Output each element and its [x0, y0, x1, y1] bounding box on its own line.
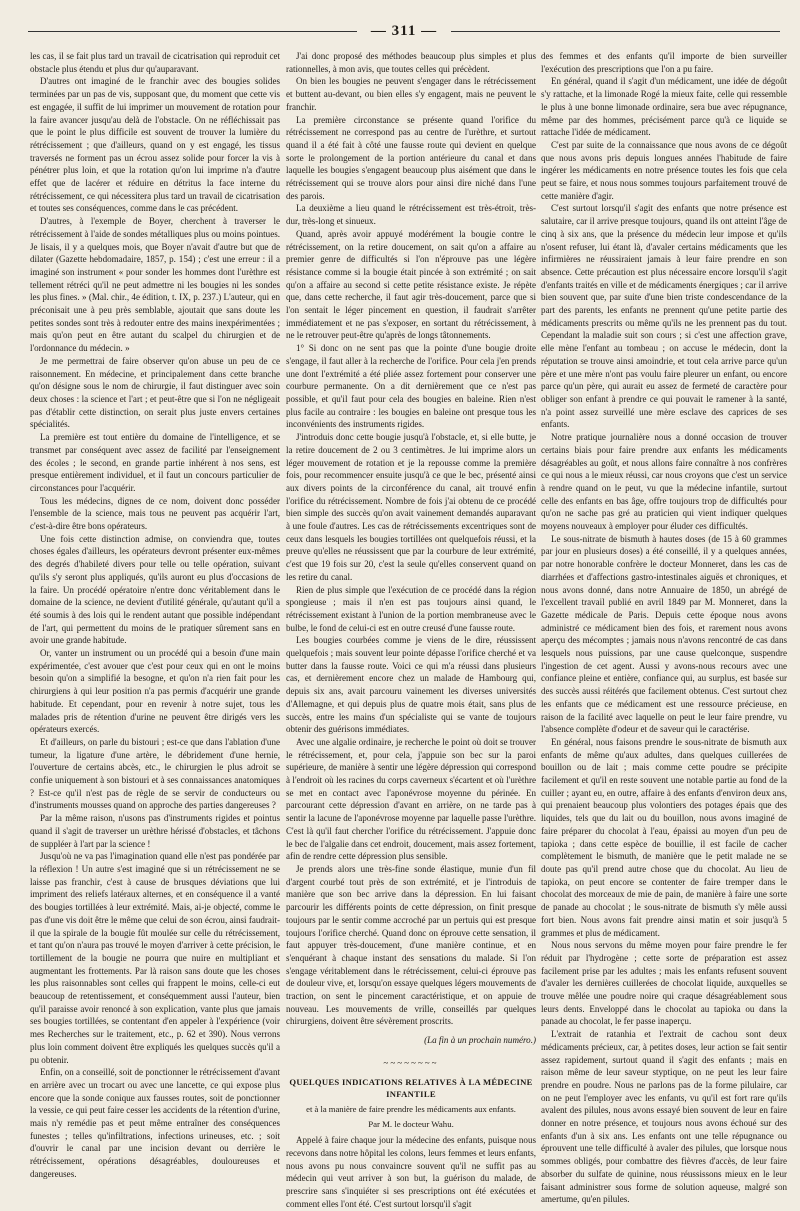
paragraph: J'introduis donc cette bougie jusqu'à l'obstacle, et, si elle butte, je la retire doucement de 2 ou 3 centimètres. Je lui imprime alors un léger mouvement de rotation et je la repousse comme la première fois, pour recommencer ensuite jusqu'à ce que le bec, présenté ainsi aux divers points de la circonférence du canal, ait trouvé enfin l'orifice du rétrécissement. Nombre de fois j'ai obtenu de ce procédé bien simple des succès qu'on avait vainement demandés auparavant à une foule d'autres. Les cas de rétrécissements excentriques sont de ceux dans lesquels les bougies tortillées ont quelquefois réussi, et la preuve qu'elles ne réussissent que par la courbure de leur extrémité, c'est que 19 fois sur 20, c'est la seule qu'elles conservent quand on les retire du canal. [286, 432, 536, 582]
page-header [28, 18, 780, 44]
article-title: QUELQUES INDICATIONS RELATIVES À LA MÉDECINE INFANTILE [289, 1076, 533, 1100]
paragraph: D'autres ont imaginé de le franchir avec des bougies solides terminées par un pas de vis, supposant que, du moment que cette vis est engagée, il suffit de lui imprimer un mouvement de rotation pour la faire avancer jusqu'au delà de l'obstacle. On ne réfléchissait pas que le point le plus difficile est souvent de trouver la lumière du rétrécissement ; que d'ailleurs, quand on y est engagé, les tissus traversés ne forment pas un écrou assez solide pour forcer la vis à pénétrer plus loin, et que la rotation qu'on lui imprime n'a d'autre effet que de lacérer et réduire en détritus la face interne du rétrécissement, ce qui nécessitera plus tard un travail de cicatrisation et toutes ses conséquences, comme dans le cas précédent. [30, 76, 280, 214]
article-subtitle: et à la manière de faire prendre les médicaments aux enfants. [306, 1103, 516, 1114]
paragraph: D'autres, à l'exemple de Boyer, cherchent à traverser le rétrécissement à l'aide de sondes métalliques plus ou moins pointues. Je lisais, il y a quelques mois, que Boyer n'avait d'autre but que de dilater (Gazette hebdomadaire, 1857, p. 154) ; c'est une erreur : il a imaginé son instrument « pour sonder les hommes dont l'urèthre est tellement rétréci qu'il ne peut admettre ni les bougies ni les sondes les plus fines. » (Mal. chir., 4e édition, t. IX, p. 237.) L'auteur, qui en préconisait une à peu près semblable, ajoutait que sans doute les petites sondes sont très à redouter entre des mains inexpérimentées ; mais qu'on peut en être autant du scalpel du chirurgien et de l'ordonnance du médecin. » [30, 216, 280, 354]
paragraph: On bien les bougies ne peuvent s'engager dans le rétrécissement et buttent au-devant, ou bien elles s'y engagent, mais ne peuvent le franchir. [286, 76, 536, 112]
paragraph: Le sous-nitrate de bismuth à hautes doses (de 15 à 60 grammes par jour en plusieurs doses) a été conseillé, il y a quelques années, par notre honorable confrère le docteur Monneret, dans les cas de diarrhées et d'affections gastro-intestinales aiguës et chroniques, et nous avons donné, dans notre Annuaire de 1850, un abrégé de l'excellent travail publié en avril 1849 par M. Monneret, dans la Gazette médicale de Paris. Depuis cette époque nous avons administré ce médicament bien des fois, et rarement nous avons aperçu des mécomptes ; jamais nous n'avons rencontré de cas dans lesquels nous puissions, par une cause quelconque, suspendre l'ingestion de cet agent. Aussi y avons-nous recours avec une confiance pleine et entière, confiance qui, au surplus, est basée sur des succès aussi réitérés que facilement obtenus. C'est surtout chez les enfants que ce médicament est une ressource précieuse, en raison de la facilité avec laquelle on peut le leur faire prendre, vu l'absence complète d'odeur et de saveur qui le caractérise. [541, 533, 787, 735]
paragraph: Rien de plus simple que l'exécution de ce procédé dans la région spongieuse ; mais il n'en est pas toujours ainsi quand, le rétrécissement existant à l'union de la portion membraneuse avec le bulbe, le fond de celui-ci est en outre creusé d'une fausse route. [286, 584, 536, 633]
paragraph: Jusqu'où ne va pas l'imagination quand elle n'est pas pondérée par la réflexion ! Un autre s'est imaginé que si un rétrécissement ne se laisse pas franchir, c'est à cause de brusques déviations que lui impriment des reliefs latéraux alternes, et en conséquence il a vanté des bougies tortillées à leur extrémité. Mais, ai-je objecté, comme le pas d'une vis doit être le même que celui de son écrou, ainsi faudrait-il que la spirale de la bougie fût moulée sur celle du rétrécissement, et tant qu'on n'aura pas trouvé le moyen d'arriver à cette précision, le tortillement de la bougie ne pourra que nuire en multipliant et augmentant les frottements. Par là raison sans doute que les choses les plus raisonnables sont celles qui frappent le moins, celle-ci eut beaucoup de retentissement, et conséquemment aussi l'auteur, bien qu'il paraisse avoir renoncé à son explication, vante plus que jamais ses bougies tortillées, se contentant d'en appeler à l'expérience (voir mes Recherches sur le traitement, etc., p. 62 et 390). Nous verrons plus loin comment doivent être expliqués les quelques succès qu'il a pu obtenir. [30, 851, 280, 1065]
column-middle [286, 50, 536, 1209]
paragraph: Appelé à faire chaque jour la médecine des enfants, puisque nous recevons dans notre hôpital les colons, leurs femmes et leurs enfants, nous avons pu nous convaincre souvent qu'il ne suffit pas au médecin qui veut arriver à son but, la guérison du malade, de prescrire sans s'inquiéter si ses prescriptions ont été exécutées et comment elles l'ont été. C'est surtout lorsqu'il s'agit [286, 1135, 536, 1209]
paragraph: 1° Si donc on ne sent pas que la pointe d'une bougie droite s'engage, il faut aller à la recherche de l'orifice. Pour cela j'en prends une dont l'extrémité a été pliée assez fortement pour conserver une courbure permanente. On a dit dernièrement que ce n'est pas possible, et qu'il faut pour cela des bougies en baleine. Rien n'est plus facile au contraire : les bougies en baleine ont presque tous les inconvénients des instruments rigides. [286, 343, 536, 430]
paragraph: En général, quand il s'agit d'un médicament, une idée de dégoût s'y rattache, et la limonade Rogé la mieux faite, celle qui ressemble le plus à une bonne limonade ordinaire, sera bue avec répugnance, même par des hommes, précisément parce qu'à ce liquide se rattache l'idée de médicament. [541, 76, 787, 138]
paragraph: L'extrait de ratanhia et l'extrait de cachou sont deux médicaments précieux, car, à petites doses, leur action se fait sentir assez rapidement, surtout quand il s'agit des enfants ; mais en raison même de leur saveur styptique, on ne peut les leur faire prendre en poudre. Nous ne parlons pas de la forme pilulaire, car on ne peut l'employer avec les enfants, vu qu'il est fort rare qu'ils avalent des pilules, nous avons essayé bien souvent de leur en faire donner en notre présence, et toujours nous avons échoué sur des enfants d'un à six ans. Les enfants ont une telle répugnance ou éprouvent une telle difficulté à avaler des pilules, que lorsque nous sommes obligés, pour combattre des fièvres d'accès, de leur faire absorber du sulfate de quinine, nous réussissons mieux en le leur faisant administrer sous forme de solution aqueuse, malgré son amertume, qu'en pilules. [541, 1029, 787, 1205]
column-left [30, 50, 280, 1180]
paragraph: Avec une algalie ordinaire, je recherche le point où doit se trouver le rétrécissement, et, pour cela, j'appuie son bec sur la paroi supérieure, de manière à sentir une légère dépression qui correspond à l'endroit où les racines du corps caverneux s'écartent et où l'urèthre se met en contact avec l'aponévrose moyenne du périnée. En parcourant cette dépression d'avant en arrière, on ne tarde pas à sentir la lacune de l'aponévrose moyenne par laquelle passe l'urèthre. C'est là qu'il faut chercher l'orifice du rétrécissement. J'appuie donc le bec de l'algalie dans cet endroit, doucement, mais assez fortement, afin de rendre cette dépression plus sensible. [286, 736, 536, 862]
paragraph: les cas, il se fait plus tard un travail de cicatrisation qui reproduit cet obstacle plus étendu et plus dur qu'auparavant. [30, 51, 280, 74]
paragraph: Nous nous servons du même moyen pour faire prendre le fer réduit par l'hydrogène ; cette sorte de préparation est assez facilement prise par les adultes ; mais les enfants refusent souvent d'avaler les dernières cuillerées de chocolat liquide, auxquelles se trouve mêlée une poudre noire qui craque désagréablement sous leurs dents. Enveloppé dans le chocolat au tapioka ou dans la panade au chocolat, le fer passe inaperçu. [541, 940, 787, 1027]
paragraph: Notre pratique journalière nous a donné occasion de trouver certains biais pour faire prendre aux enfants les médicaments désagréables au goût, et nous allons faire connaître à nos confrères ce qui nous a le mieux réussi, car nous croyons que c'est un service à rendre quand on le peut, vu que la médecine infantile, surtout celle des enfants en bas âge, offre toujours trop de difficultés pour qu'on ne sache pas gré au praticien qui vient indiquer quelques moyens nouveaux à employer pour éluder ces difficultés. [541, 432, 787, 532]
paragraph: La première est tout entière du domaine de l'intelligence, et se transmet par conséquent avec assez de facilité par l'enseignement des écoles ; le second, en grande partie inhérent à nos sens, est presque entièrement individuel, et il faut un concours particulier de circonstances pour l'acquérir. [30, 432, 280, 493]
header-rule-left [28, 31, 357, 32]
paragraph: Or, vanter un instrument ou un procédé qui a besoin d'une main expérimentée, c'est avouer que c'est pour ceux qui en ont le moins besoin qu'on a simplifié la besogne, et qu'on n'a rien fait pour les chirurgiens à qui leur position n'a pas permis d'acquérir une grande habitude. Et cependant, pour en revenir à notre sujet, tous les malades pris de rétention d'urine ne peuvent être dirigés vers les opérateurs exercés. [30, 648, 280, 735]
paragraph: des femmes et des enfants qu'il importe de bien surveiller l'exécution des prescriptions que l'on a pu faire. [541, 51, 787, 74]
header-rule-right [451, 31, 780, 32]
paragraph: La deuxième a lieu quand le rétrécissement est très-étroit, très-dur, très-long et sinueux. [286, 203, 536, 227]
paragraph: Je prends alors une très-fine sonde élastique, munie d'un fil d'argent courbé tout près de son extrémité, et je l'introduis de manière que son bec arrive dans la dépression. En lui faisant parcourir les différents points de cette dépression, on finit presque toujours par le sentir comme accroché par un pertuis qui est presque toujours l'orifice cherché. Quand donc on éprouve cette sensation, il faut appuyer très-doucement, d'une manière continue, et en s'enquérant à chaque instant des sensations du malade. Si l'on s'engage véritablement dans le rétrécissement, celui-ci éprouve pas de douleur vive, et, lorsqu'on essaye quelques légers mouvements de traction, on sent le pincement caractéristique, et on appuie de nouveau. Les mouvements de vrille, conseillés par quelques chirurgiens, doivent être sévèrement proscrits. [286, 864, 536, 1027]
paragraph: Tous les médecins, dignes de ce nom, doivent donc posséder l'ensemble de la science, mais tous ne peuvent pas acquérir l'art, c'est-à-dire être bons opérateurs. [30, 495, 280, 532]
paragraph: J'ai donc proposé des méthodes beaucoup plus simples et plus rationnelles, à mon avis, que toutes celles qui précèdent. [286, 51, 536, 74]
page-number: — 311 — [370, 22, 438, 39]
section-separator: ~~~~~~~~ [383, 1057, 439, 1068]
paragraph: La première circonstance se présente quand l'orifice du rétrécissement ne correspond pas au centre de l'urèthre, et surtout quand il a été fait à côté une fausse route qui devient en quelque sorte le prolongement de la portion antérieure du canal et dans laquelle les bougies s'engagent beaucoup plus aisément que dans le rétrécissement qui se trouve alors pour ainsi dire niché dans l'une des parois. [286, 114, 536, 201]
column-right [541, 50, 787, 1205]
paragraph: Une fois cette distinction admise, on conviendra que, toutes choses égales d'ailleurs, les opérateurs devront présenter eux-mêmes des degrés d'habileté divers pour telle ou telle opération, suivant qu'ils s'y seront plus appliqués, qu'ils auront eu plus d'occasions de la faire. Un procédé opératoire n'entre donc véritablement dans le domaine de la science, ne devient d'utilité générale, qu'autant qu'il a été soumis à des lois qui le rendent autant que possible indépendant de l'art, qui permettent du moins de le pratiquer sûrement sans en avoir une grande habitude. [30, 533, 280, 646]
paragraph: Enfin, on a conseillé, soit de ponctionner le rétrécissement d'avant en arrière avec un trocart ou avec une lancette, ce qui expose plus encore que la sonde conique aux fausses routes, soit de ponctionner la vessie, ce qui peut faire cesser les accidents de la rétention d'urine, mais n'y remédie pas et peut même entraîner des conséquences funestes ; telles qu'infiltrations, infections urineuses, etc. ; soit d'ouvrir le canal par une incision devant ou derrière le rétrécissement, opérations désagréables, douloureuses et dangereuses. [30, 1067, 280, 1179]
paragraph: Je me permettrai de faire observer qu'on abuse un peu de ce raisonnement. En médecine, et principalement dans cette branche qu'on désigne sous le nom de chirurgie, il faut distinguer avec soin deux choses : la science et l'art ; et peut-être que si l'on ne négligeait pas d'établir cette distinction, on serait plus juste envers certaines spécialités. [30, 355, 280, 430]
article-author: Par M. le docteur Wahu. [368, 1118, 454, 1129]
paragraph: En général, nous faisons prendre le sous-nitrate de bismuth aux enfants de même qu'aux adultes, dans quelques cuillerées de bouillon ou de lait ; mais comme cette poudre se précipite facilement et qu'il en reste souvent une notable partie au fond de la cuiller ; ayant eu, en outre, affaire à des enfants d'environ deux ans, qui prenaient beaucoup plus volontiers des potages épais que des liquides, tels que du lait ou du bouillon, nous avons imaginé de faire préparer du chocolat à l'eau, épaissi au moyen d'un peu de tapioka ; dans cette espèce de bouillie, il est facile de cacher complètement le bismuth, de manière que le petit malade ne se doute pas qu'il prend autre chose que du chocolat. Au lieu de tapioka, on peut encore se contenter de faire tremper dans le chocolat des morceaux de mie de pain, de manière à faire une sorte de panade au chocolat ; le sous-nitrate de bismuth s'y mêle aussi fort bien. Nous avons fait prendre ainsi matin et soir jusqu'à 5 grammes et plus de médicament. [541, 736, 787, 938]
paragraph: C'est surtout lorsqu'il s'agit des enfants que notre présence est salutaire, car il arrive presque toujours, quand ils ont atteint l'âge de cinq à six ans, que la présence du médecin leur impose et qu'ils n'osent refuser, lui étant là, d'avaler certains médicaments que les infirmières ne réussiraient jamais à leur faire prendre en son absence. Cette précaution est plus nécessaire encore lorsqu'il s'agit d'enfants traités en ville et de médicaments énergiques ; car il arrive bien souvent que, par suite d'une bien triste condescendance de la part des parents, les enfants ne prennent qu'une petite partie des médicaments prescrits ou même qu'ils ne les prennent pas du tout. Cependant la maladie suit son cours ; si c'est une affection grave, elle mène l'enfant au tombeau ; on accuse le médecin, dont la réputation se trouve ainsi amoindrie, et tout cela arrive parce qu'un père et une mère n'ont pas voulu faire pleurer un enfant, ou encore parce qu'un père, qui aurait eu assez de fermeté de caractère pour obliger son enfant à prendre ce qui pouvait le ramener à la santé, n'a point assez surveillé une mère esclave des caprices de ses enfants. [541, 203, 787, 430]
paragraph: Quand, après avoir appuyé modérément la bougie contre le rétrécissement, on la retire doucement, on sait qu'on a affaire au premier genre de difficultés si l'on n'éprouve pas une légère résistance comme si la bougie était pincée à son extrémité ; on sait qu'on a affaire au second si cette petite résistance existe. Je répète que, dans cette recherche, il faut agir très-doucement, parce que si l'on sentait le léger pincement en question, il faudrait s'arrêter immédiatement et ne pas s'exposer, en sortant du rétrécissement, à ne le retrouver peut-être qu'après de longs tâtonnements. [286, 228, 536, 341]
paragraph: Les bougies courbées comme je viens de le dire, réussissent quelquefois ; mais souvent leur pointe dépasse l'orifice cherché et va butter dans la fausse route. Voici ce qui m'a réussi dans plusieurs cas, et dernièrement encore chez un malade de Hambourg qui, depuis six ans, avait parcouru vainement les diverses universités d'Allemagne, et qui depuis plus de quatre mois était, sans plus de succès, entre les mains d'un spécialiste qui se vante de toujours obtenir des guérisons immédiates. [286, 635, 536, 735]
paragraph: Et d'ailleurs, on parle du bistouri ; est-ce que dans l'ablation d'une tumeur, la ligature d'une artère, le débridement d'une hernie, l'ouverture de certains abcès, etc., le chirurgien le plus adroit se confie uniquement à son bistouri et à ses connaissances anatomiques ? Est-ce qu'il n'est pas de règle de se servir de conducteurs ou d'instruments mousses quand on approche des parties dangereuses ? [30, 736, 280, 811]
paragraph: C'est par suite de la connaissance que nous avons de ce dégoût que nous avons pris depuis longues années l'habitude de faire ingérer les médicaments en notre présence toutes les fois que cela peut se faire, et nous nous sommes toujours parfaitement trouvé de cette manière d'agir. [541, 139, 787, 201]
to-be-continued-note: (La fin à un prochain numéro.) [424, 1035, 536, 1046]
paragraph: Par la même raison, n'usons pas d'instruments rigides et pointus quand il s'agit de traverser un urèthre hérissé d'obstacles, et tâchons de suppléer à l'art par la science ! [30, 813, 280, 849]
